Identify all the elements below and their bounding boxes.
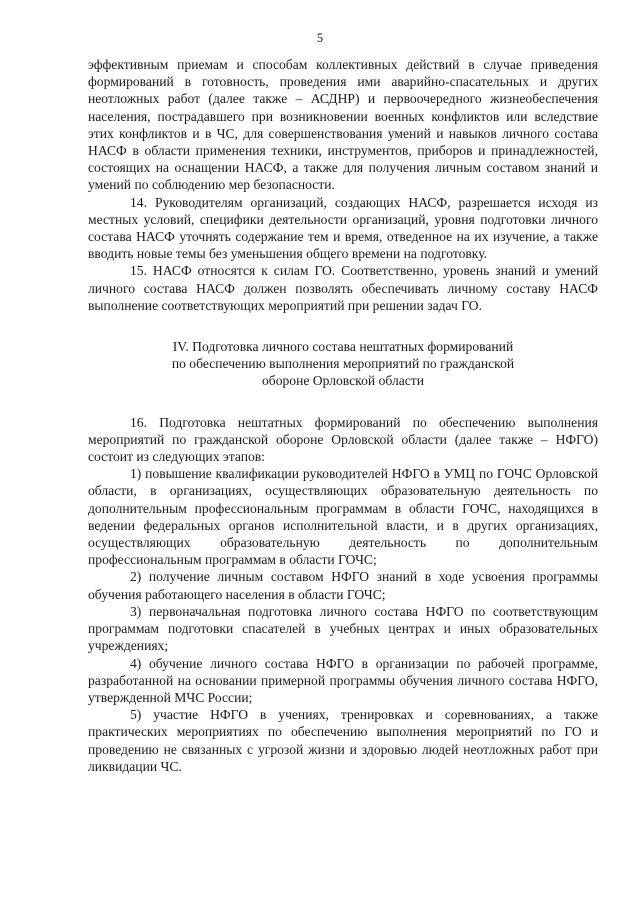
list-item: 5) участие НФГО в учениях, тренировках и соревнованиях, а также практических мероприятиях по обеспечению выполнения мероприятий по ГО и проведению не связанных с угрозой жизни и здоровью людей неотложных работ при ликвидации ЧС. bbox=[88, 707, 598, 774]
heading-line: обороне Орловской области bbox=[261, 373, 425, 389]
paragraph-14: 14. Руководителям организаций, создающих НАСФ, разрешается исходя из местных условий, специфики деятельности организаций, уровня подготовки личного состава НАСФ уточнять содержание тем и время, отведенное на их изучение, а также вводить новые темы без уменьшения общего времени на подготовку. bbox=[88, 194, 598, 262]
list-item: 3) первоначальная подготовка личного состава НФГО по соответствующим программам подготовки спасателей в учебных центрах и иных образовательных учреждениях; bbox=[88, 603, 598, 654]
paragraph-15: 15. НАСФ относятся к силам ГО. Соответственно, уровень знаний и умений личного состава НАСФ должен позволять обеспечивать личному составу НАСФ выполнение соответствующих мероприятий при решении задач ГО. bbox=[88, 263, 598, 313]
heading-line: по обеспечению выполнения мероприятий по гражданской bbox=[171, 356, 515, 372]
list-item: 1) повышение квалификации руководителей НФГО в УМЦ по ГОЧС Орловской области, в организациях, осуществляющих образовательную деятельность по дополнительным профессиональным программам в области ГОЧС, находящихся в ведении федеральных органов исполнительной власти, и в других организациях, осуществляющих образовательную деятельность по дополнительным профессиональным программам в области ГОЧС; bbox=[88, 466, 598, 568]
paragraph-intro: эффективным приемам и способам коллективных действий в случае приведения формирований в готовность, проведения ими аварийно-спасательных и других неотложных работ (далее также – АСДНР) и первоочередного жизнеобеспечения населения, пострадавшего при возникновении военных конфликтов или вследствие этих конфликтов и в ЧС, для совершенствования умений и навыков личного состава НАСФ в области применения техники, инструментов, приборов и принадлежностей, состоящих на оснащении НАСФ, а также для получения личным составом знаний и умений по соблюдению мер безопасности. bbox=[88, 57, 598, 193]
page-number: 5 bbox=[316, 31, 324, 45]
list-item: 2) получение личным составом НФГО знаний в ходе усвоения программы обучения работающего населения в области ГОЧС; bbox=[88, 569, 598, 602]
document-body bbox=[88, 56, 598, 775]
section-heading bbox=[88, 338, 598, 390]
list-item: 4) обучение личного состава НФГО в организации по рабочей программе, разработанной на основании примерной программы обучения личного состава НФГО, утвержденной МЧС России; bbox=[88, 655, 598, 705]
heading-line: IV. Подготовка личного состава нештатных формирований bbox=[172, 339, 514, 355]
paragraph-16: 16. Подготовка нештатных формирований по обеспечению выполнения мероприятий по гражданской обороне Орловской области (далее также – НФГО) состоит из следующих этапов: bbox=[88, 414, 598, 465]
